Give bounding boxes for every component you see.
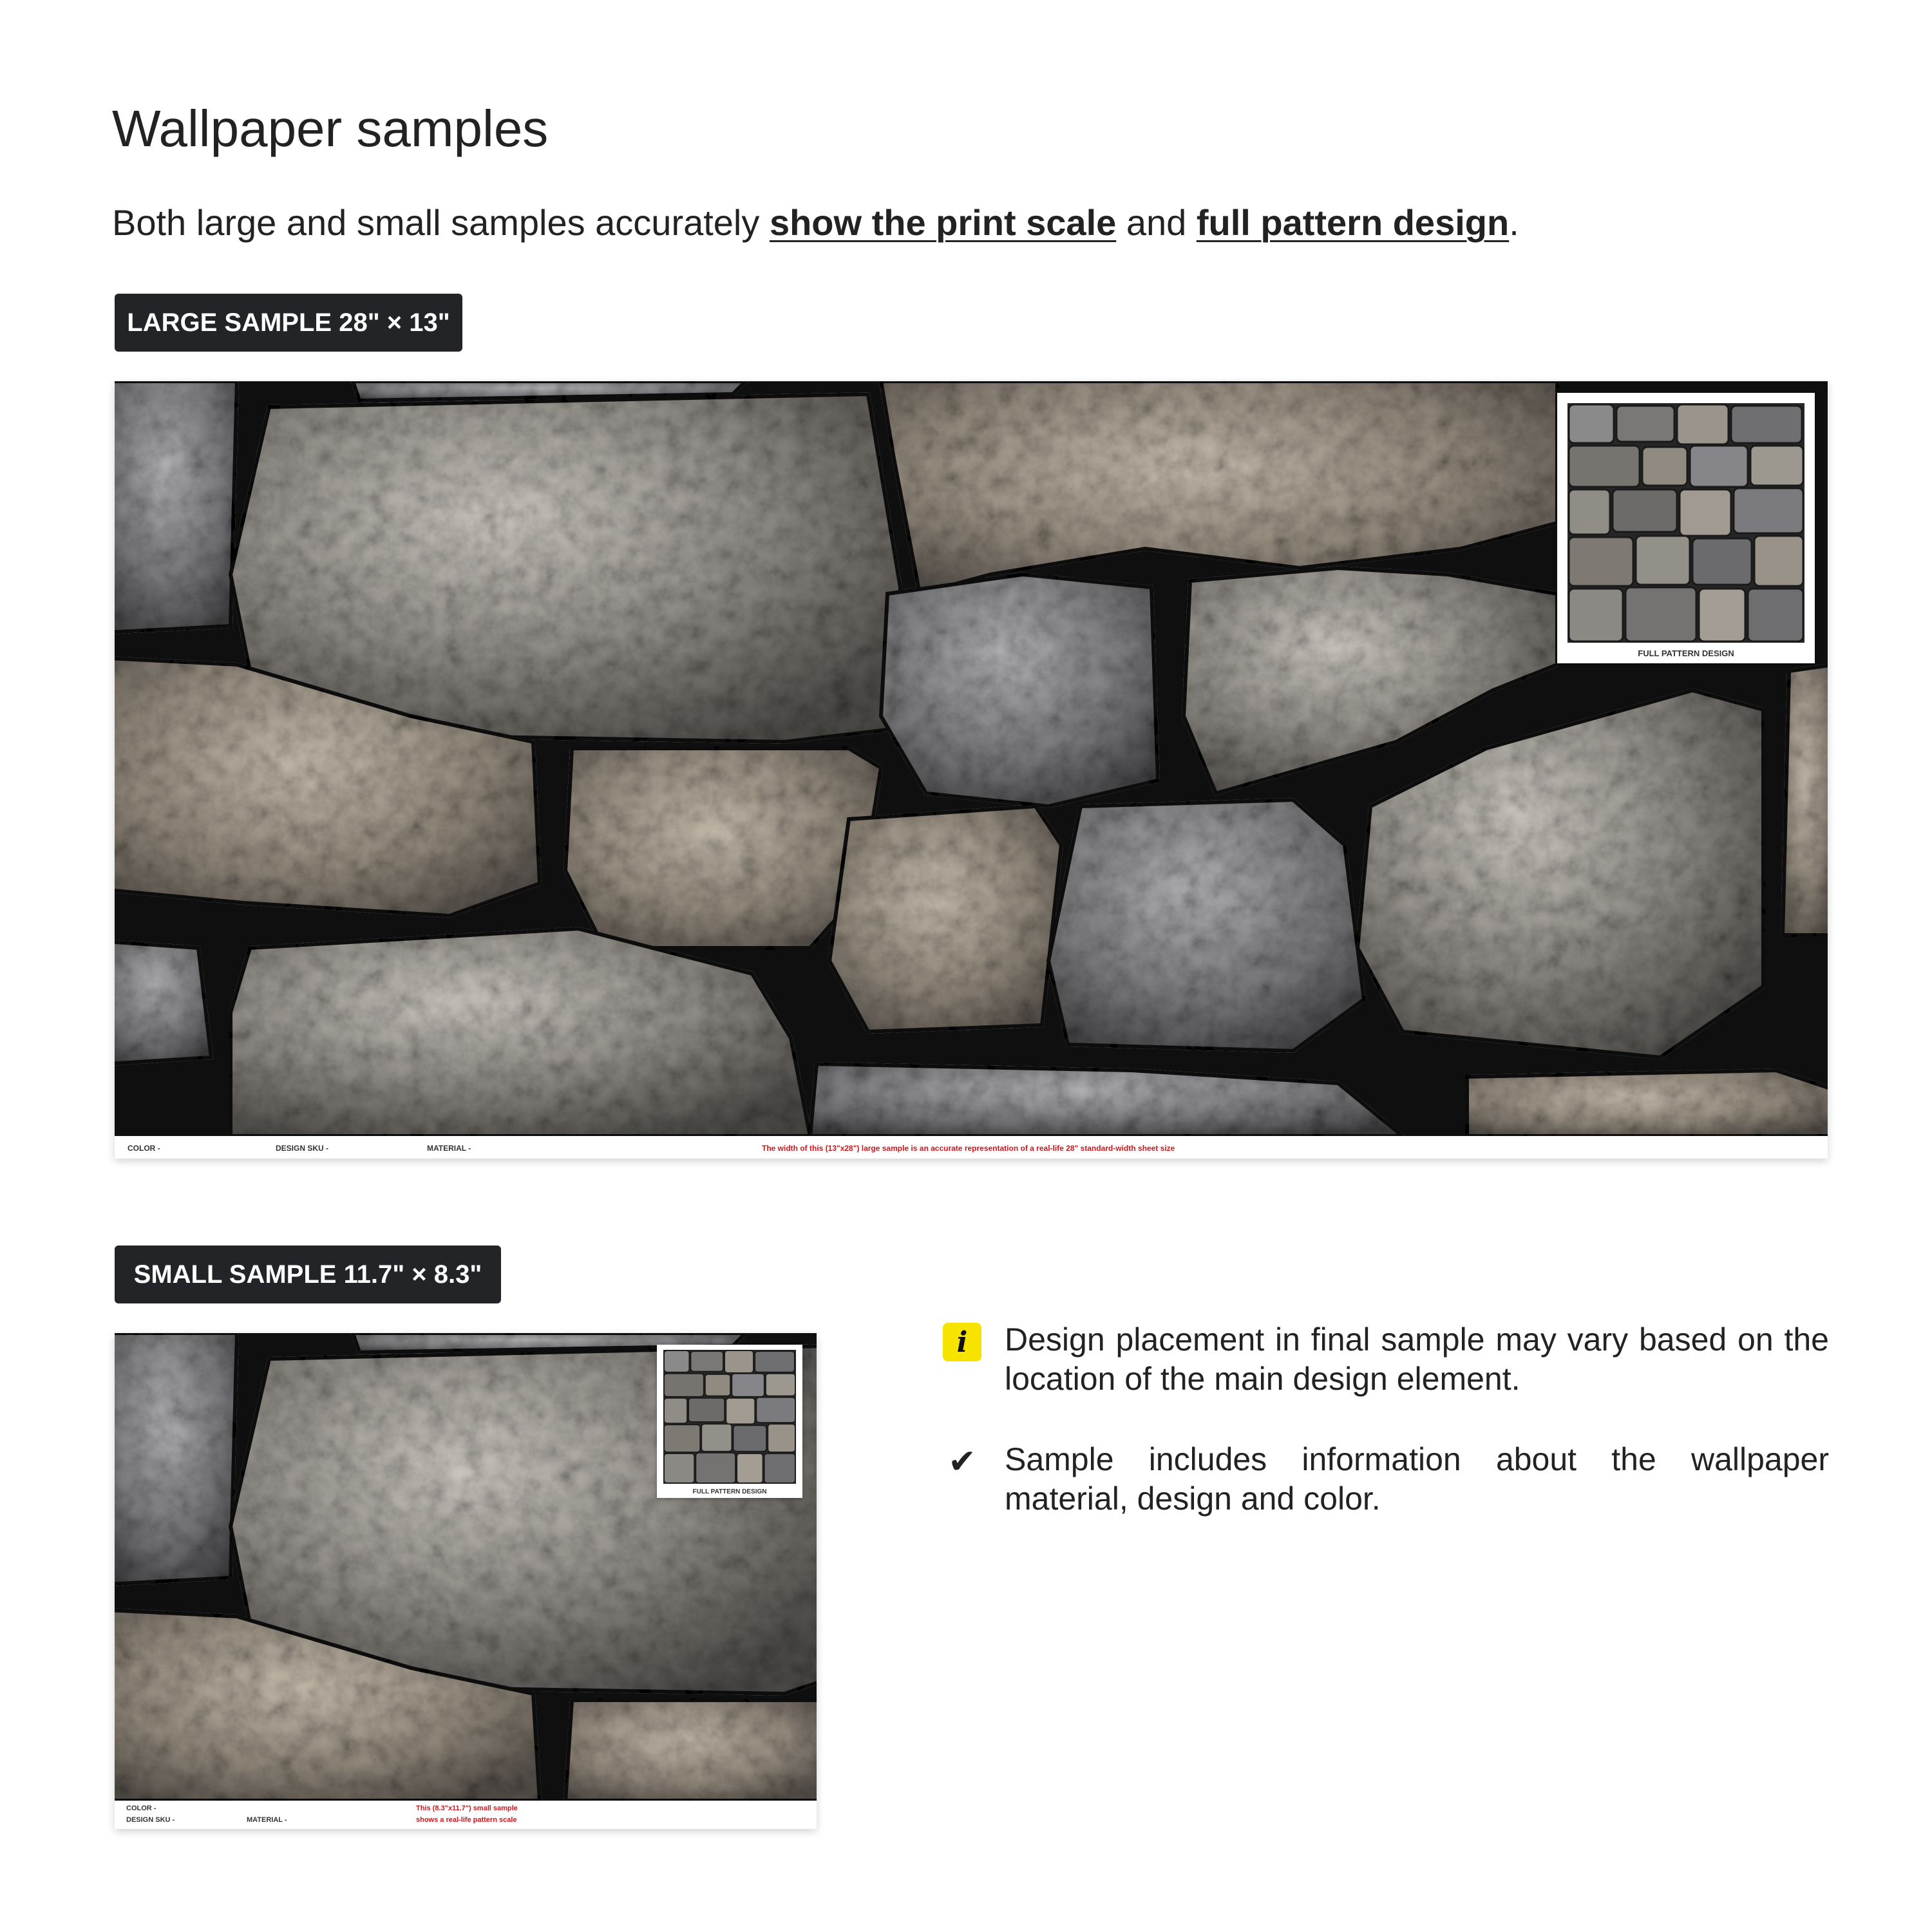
stone-block <box>829 806 1061 1032</box>
subtitle-text-middle: and <box>1116 202 1197 243</box>
large-inset-caption: FULL PATTERN DESIGN <box>1638 649 1734 658</box>
large-sample-info-strip <box>115 1136 1828 1159</box>
large-sample-badge: LARGE SAMPLE 28" × 13" <box>115 294 462 352</box>
small-inset-caption: FULL PATTERN DESIGN <box>692 1488 767 1495</box>
stone-block <box>115 1333 237 1584</box>
large-material-label: MATERIAL - <box>427 1144 471 1153</box>
small-sample-info-strip <box>115 1801 817 1829</box>
large-full-pattern-thumbnail[interactable] <box>1557 393 1815 663</box>
sample-info-list <box>940 1320 1829 1560</box>
small-scale-note-line1: This (8.3"x11.7") small sample <box>416 1804 518 1812</box>
stone-block <box>1048 800 1364 1051</box>
large-sample-card <box>115 381 1828 1159</box>
full-pattern-link[interactable]: full pattern design <box>1196 202 1510 243</box>
subtitle-text-end: . <box>1509 202 1519 243</box>
print-scale-link[interactable]: show the print scale <box>769 202 1117 243</box>
pattern-thumbnail-image <box>663 1350 796 1484</box>
large-sku-label: DESIGN SKU - <box>276 1144 329 1153</box>
info-item-includes <box>940 1440 1829 1519</box>
stone-block <box>115 381 237 632</box>
page-title: Wallpaper samples <box>112 100 549 157</box>
page-subtitle <box>112 203 1519 243</box>
stone-block <box>1467 1070 1828 1136</box>
info-item-placement <box>940 1320 1829 1399</box>
info-text-includes: Sample includes information about the wallpaper material, design and color. <box>1005 1441 1829 1517</box>
stone-block <box>881 574 1158 806</box>
subtitle-text-start: Both large and small samples accurately <box>112 202 770 243</box>
large-color-label: COLOR - <box>128 1144 160 1153</box>
large-scale-note: The width of this (13"x28") large sample is an accurate representation of a real-life 28" standard-width sheet size <box>762 1144 1175 1153</box>
stone-block <box>115 942 211 1064</box>
stone-block <box>231 394 900 742</box>
small-sample-badge: SMALL SAMPLE 11.7" × 8.3" <box>115 1245 501 1303</box>
info-icon: i <box>943 1323 981 1361</box>
checkmark-icon: ✔ <box>948 1443 976 1481</box>
small-scale-note-line2: shows a real-life pattern scale <box>416 1816 517 1824</box>
small-sku-label: DESIGN SKU - <box>126 1816 175 1824</box>
small-full-pattern-thumbnail[interactable] <box>657 1345 802 1498</box>
small-material-label: MATERIAL - <box>247 1816 287 1824</box>
stone-block <box>1783 665 1828 935</box>
small-color-label: COLOR - <box>126 1804 156 1812</box>
pattern-thumbnail-image <box>1567 403 1804 643</box>
stone-block <box>565 1700 817 1801</box>
info-text-placement: Design placement in final sample may vary based on the location of the main design element. <box>1005 1321 1829 1397</box>
small-sample-card <box>115 1333 817 1829</box>
